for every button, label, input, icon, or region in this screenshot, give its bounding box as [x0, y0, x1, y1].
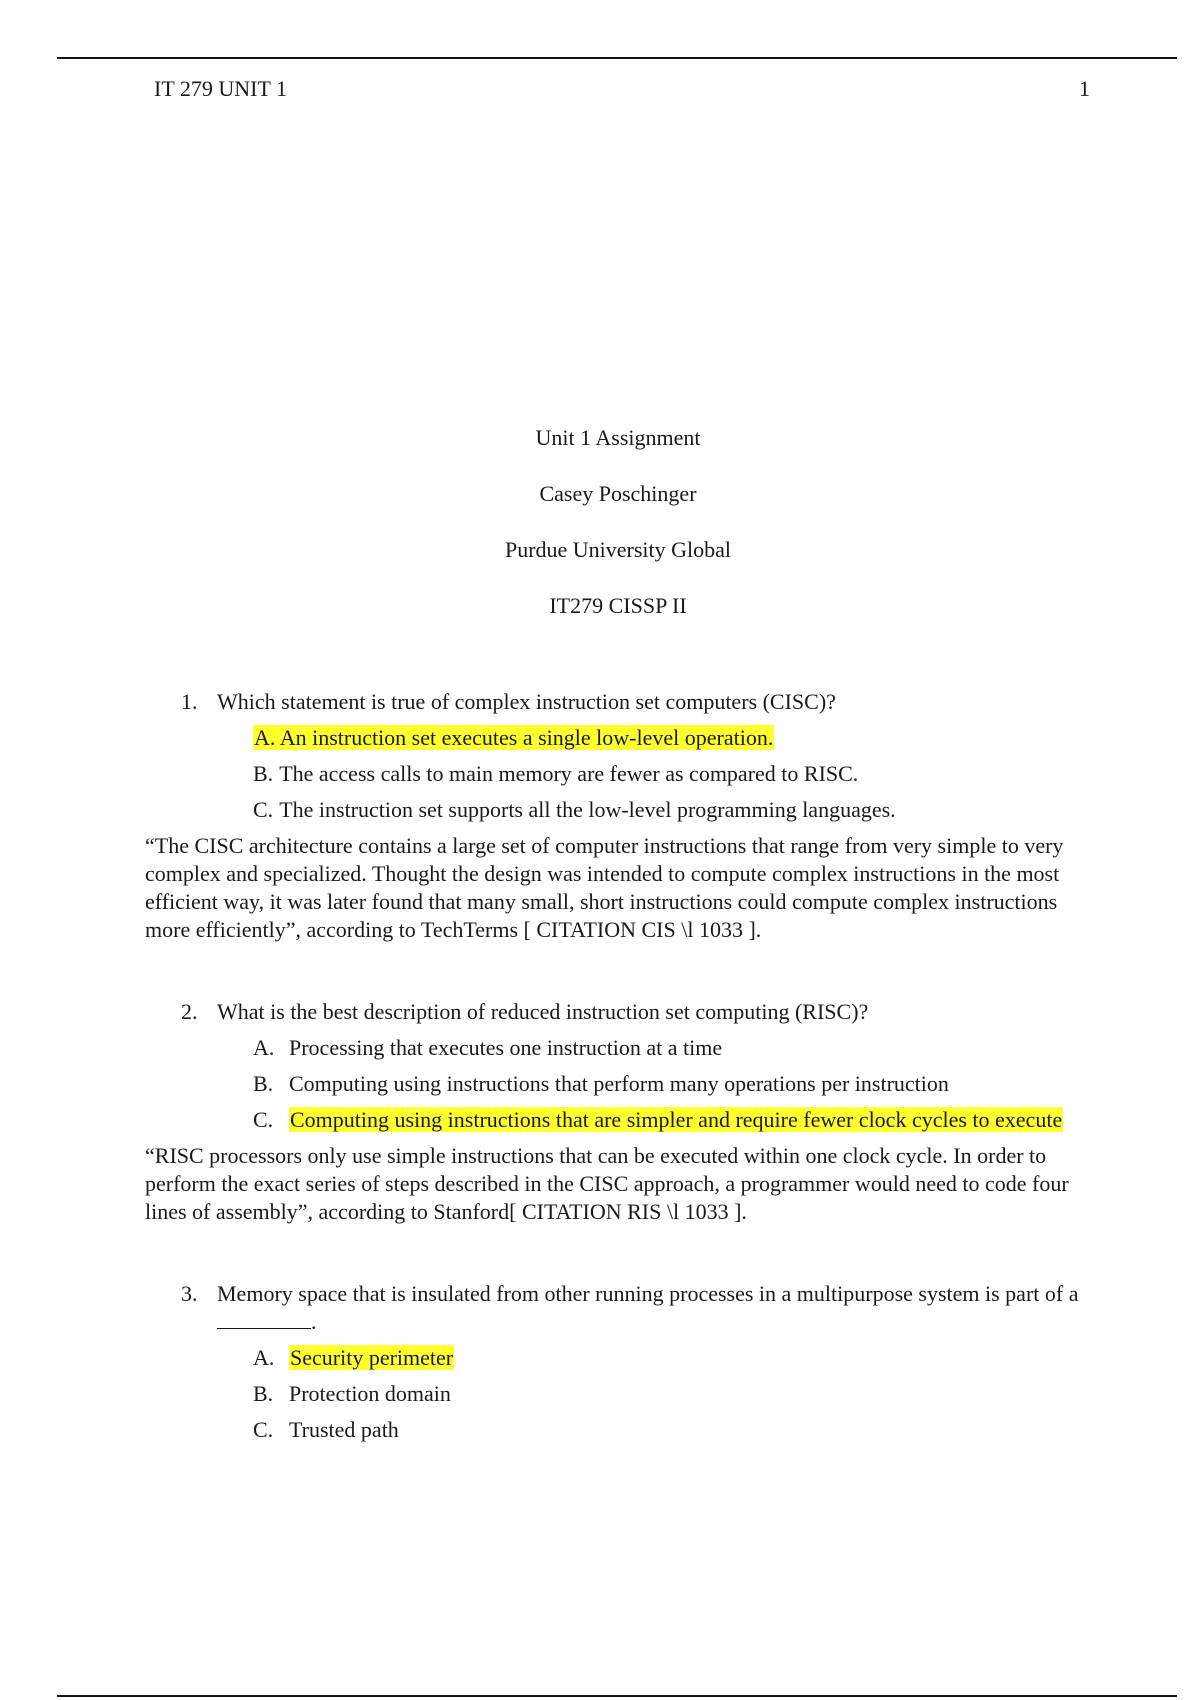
- option-letter: C.: [253, 1417, 274, 1442]
- explanation-paragraph: “RISC processors only use simple instructions that can be executed within one clock cycle. In order to perform the exact series of steps described in the CISC approach, a programmer would need to code four lines of assembly”, according to Stanford[ CITATION RIS \l 1033 ].: [145, 1143, 1069, 1224]
- answer-options: [145, 724, 1085, 824]
- option-text: An instruction set executes a single low-level operation.: [279, 725, 774, 750]
- option-text: The access calls to main memory are fewer as compared to RISC.: [279, 761, 859, 786]
- answer-option-b: [145, 1070, 1085, 1098]
- top-rule: [57, 57, 1177, 59]
- course-name: IT279 CISSP II: [549, 593, 687, 618]
- option-letter: B.: [253, 1071, 274, 1096]
- option-letter: B.: [253, 761, 274, 786]
- answer-options: [145, 1034, 1085, 1134]
- question-text: [217, 1280, 1085, 1336]
- option-text: The instruction set supports all the low-level programming languages.: [279, 797, 896, 822]
- page-number: 1: [1079, 76, 1090, 101]
- option-letter: C.: [253, 1107, 274, 1132]
- option-text: Protection domain: [289, 1381, 451, 1406]
- answer-option-a: [145, 1344, 1085, 1372]
- question-number: 3.: [181, 1281, 198, 1306]
- highlighted-answer: [253, 725, 774, 750]
- question-number: 1.: [181, 689, 198, 714]
- page-header: [154, 72, 1090, 106]
- question-text-after-blank: .: [311, 1309, 317, 1334]
- option-letter: A.: [253, 1035, 275, 1060]
- option-letter: C.: [253, 797, 274, 822]
- title-block: [0, 420, 1200, 644]
- answer-option-c: [145, 1416, 1085, 1444]
- question-1: [145, 688, 1085, 944]
- option-letter: B.: [253, 1381, 274, 1406]
- bottom-rule: [57, 1695, 1177, 1697]
- question-text: Which statement is true of complex instruction set computers (CISC)?: [217, 689, 836, 714]
- option-text: Computing using instructions that perform many operations per instruction: [289, 1071, 949, 1096]
- option-letter: A.: [253, 1345, 275, 1370]
- author-name: Casey Poschinger: [539, 481, 697, 506]
- answer-options: [145, 1344, 1085, 1444]
- answer-option-c: [145, 1106, 1085, 1134]
- answer-option-b: [145, 760, 1085, 788]
- question-3: [145, 1280, 1085, 1444]
- highlighted-answer: Computing using instructions that are simpler and require fewer clock cycles to execute: [290, 1107, 1063, 1132]
- answer-option-a: [145, 724, 1085, 752]
- answer-option-b: [145, 1380, 1085, 1408]
- answer-option-c: [145, 796, 1085, 824]
- running-head: IT 279 UNIT 1: [154, 76, 288, 101]
- question-number: 2.: [181, 999, 198, 1024]
- institution-name: Purdue University Global: [504, 537, 732, 562]
- fill-in-blank: [217, 1308, 311, 1329]
- question-text-before-blank: Memory space that is insulated from other running processes in a multipurpose system is part of a: [217, 1281, 1079, 1306]
- question-text: What is the best description of reduced instruction set computing (RISC)?: [217, 999, 869, 1024]
- explanation-paragraph: “The CISC architecture contains a large set of computer instructions that range from very simple to very complex and specialized. Thought the design was intended to compute complex instructions in the most efficient way, it was later found that many small, short instructions could compute complex instructions more efficiently”, according to TechTerms [ CITATION CIS \l 1033 ].: [145, 833, 1064, 942]
- option-text: Processing that executes one instruction at a time: [289, 1035, 723, 1060]
- answer-option-a: [145, 1034, 1085, 1062]
- questions-section: [145, 688, 1085, 1452]
- document-title: Unit 1 Assignment: [535, 425, 701, 450]
- option-text: Trusted path: [289, 1417, 399, 1442]
- question-2: [145, 998, 1085, 1226]
- highlighted-answer: Security perimeter: [290, 1345, 454, 1370]
- option-letter: A.: [254, 725, 276, 750]
